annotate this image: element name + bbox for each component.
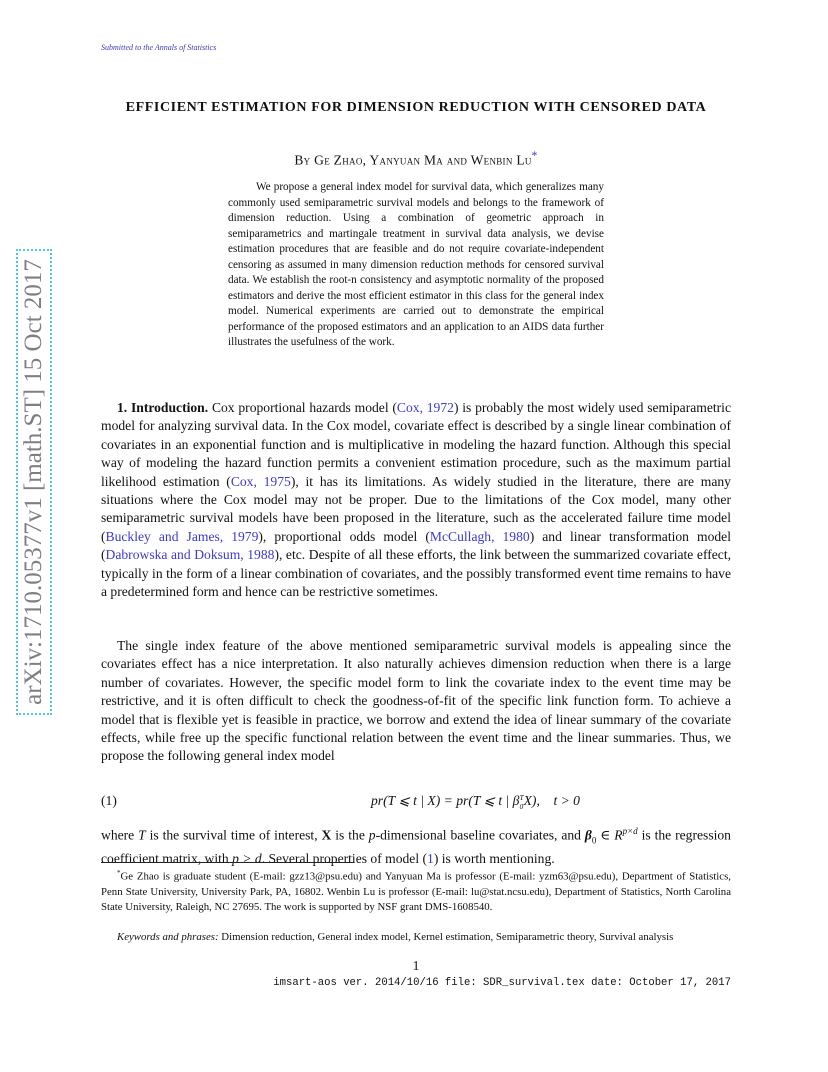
text-run: . Several properties of model (: [261, 850, 428, 866]
math-beta: β: [584, 827, 592, 843]
abstract: We propose a general index model for survival data, which generalizes many commonly used semiparametric survival models and belongs to the framework of dimension reduction. Using a combination of geometric approach in semiparametrics and martingale treatment in survival data analysis, we devise estimation procedures that are feasible and do not require covariate-independent censoring as assumed in many dimension reduction methods for censored survival data. We establish the root-n consistency and asymptotic normality of the proposed estimators and derive the most efficient estimator in this class for the general index model. Numerical experiments are carried out to demonstrate the empirical performance of the proposed estimators and an application to an AIDS data further illustrates the usefulness of the work.: [228, 181, 604, 348]
citation-link[interactable]: Cox, 1972: [396, 400, 454, 415]
arxiv-stamp: [16, 222, 52, 742]
math-X: X: [321, 827, 332, 843]
equation-1: [101, 793, 731, 813]
citation-link[interactable]: Cox, 1975: [230, 473, 291, 489]
equation-body: [371, 793, 580, 811]
math-T: T: [138, 827, 146, 843]
arxiv-stamp-label[interactable]: arXiv:1710.05377v1 [math.ST] 15 Oct 2017: [16, 249, 52, 715]
math-p-gt-d: p > d: [232, 850, 262, 866]
citation-link[interactable]: Dabrowska and Doksum, 1988: [105, 547, 275, 563]
equation-lhs: pr(T ⩽ t | X) = pr(T ⩽ t | β: [371, 793, 520, 809]
paper-title: EFFICIENT ESTIMATION FOR DIMENSION REDUCTION WITH CENSORED DATA: [125, 100, 707, 115]
author-footnote-link[interactable]: *: [531, 150, 538, 162]
intro-paragraph-2: The single index feature of the above mentioned semiparametric survival models is appealing since the covariates effect has a nice interpretation. It also naturally achieves dimension reduction when there is a large number of covariates. However, the specific model form to link the covariate index to the event time may be restrictive, and it is often difficult to check the goodness-of-fit of the specific link function form. To achieve a model that is flexible yet is feasible in practice, we borrow and extend the idea of linear summary of the covariate effects, while free up the specific functional relation between the event time and the linear summaries. Thus, we propose the following general index model: [101, 638, 731, 764]
math-R-sup: p×d: [622, 826, 638, 836]
equation-number: (1): [101, 793, 117, 808]
intro-paragraph-1: [101, 399, 731, 601]
intro-text: ), etc. Despite of all these efforts, the link between the summarized covariate effect, typically in the form of a linear combination of covariates, and the possibly transformed event time remains to have a predetermined form and hence can be restrictive sometimes.: [101, 547, 731, 600]
intro-text: ) is probably the most widely used semiparametric model for analyzing survival data. In the Cox model, covariate effect is described by a single linear combination of covariates in an exponential function and is multiplicative in modeling the hazard function. Although this special way of modeling the hazard function permits a convenient estimation procedure, such as the maximum partial likelihood estimation (: [101, 400, 731, 489]
text-run: is the: [331, 827, 369, 843]
section-heading: 1. Introduction.: [117, 400, 209, 415]
intro-text: ), proportional odds model (: [258, 528, 430, 544]
footnote-mark: *: [117, 869, 121, 877]
equation-sup: T: [519, 793, 524, 802]
text-run: is the regression coefficient matrix, with: [101, 827, 731, 866]
intro-text: Cox proportional hazards model (: [211, 400, 397, 415]
equation-rhs: X),: [523, 793, 540, 809]
math-p: p: [368, 827, 376, 843]
footnote-text: Ge Zhao is graduate student (E-mail: gzz13@psu.edu) and Yanyuan Ma is professor (E-mail: yzm63@psu.edu), Department of Statistics, Penn State University, University Park, PA, 16802. Wenbin Lu is professor (E-mail: lu@stat.ncsu.edu), Department of Statistics, North Carolina State University, Raleigh, NC 27695. The work is supported by NSF grant DMS-1608540.: [101, 870, 731, 913]
intro-text: ) and linear transformation model (: [101, 528, 731, 563]
keywords-label: Keywords and phrases:: [117, 931, 219, 943]
author-prefix: By: [294, 152, 315, 168]
math-R: R: [614, 827, 623, 843]
text-run: where: [101, 827, 139, 843]
page-number: 1: [412, 958, 420, 973]
equation-sub: 0: [519, 802, 524, 811]
author-names: Ge Zhao, Yanyuan Ma and Wenbin Lu: [314, 152, 532, 168]
text-run: ∈: [596, 827, 615, 843]
text-run: -dimensional baseline covariates, and: [375, 827, 585, 843]
citation-link[interactable]: Buckley and James, 1979: [105, 528, 259, 544]
author-line: [101, 150, 731, 169]
intro-text: ), it has its limitations. As widely studied in the literature, there are many situations where the Cox model may not be proper. Due to the limitations of the Cox model, many other semiparametric survival models have been proposed in the literature, such as the accelerated failure time model (: [101, 473, 731, 544]
journal-header-note: Submitted to the Annals of Statistics: [101, 43, 217, 52]
text-run: ) is worth mentioning.: [433, 850, 555, 866]
math-beta-sub: 0: [591, 835, 597, 846]
tex-info-footer: imsart-aos ver. 2014/10/16 file: SDR_survival.tex date: October 17, 2017: [273, 977, 731, 989]
equation-condition: t > 0: [553, 793, 580, 809]
keywords-text: Dimension reduction, General index model, Kernel estimation, Semiparametric theory, Survival analysis: [221, 931, 674, 943]
citation-link[interactable]: McCullagh, 1980: [429, 528, 530, 544]
keywords: [101, 930, 731, 945]
equation-ref-link[interactable]: 1: [427, 850, 434, 866]
text-run: is the survival time of interest,: [145, 827, 322, 843]
footnote-rule: [101, 862, 353, 863]
author-footnote: [101, 866, 731, 915]
